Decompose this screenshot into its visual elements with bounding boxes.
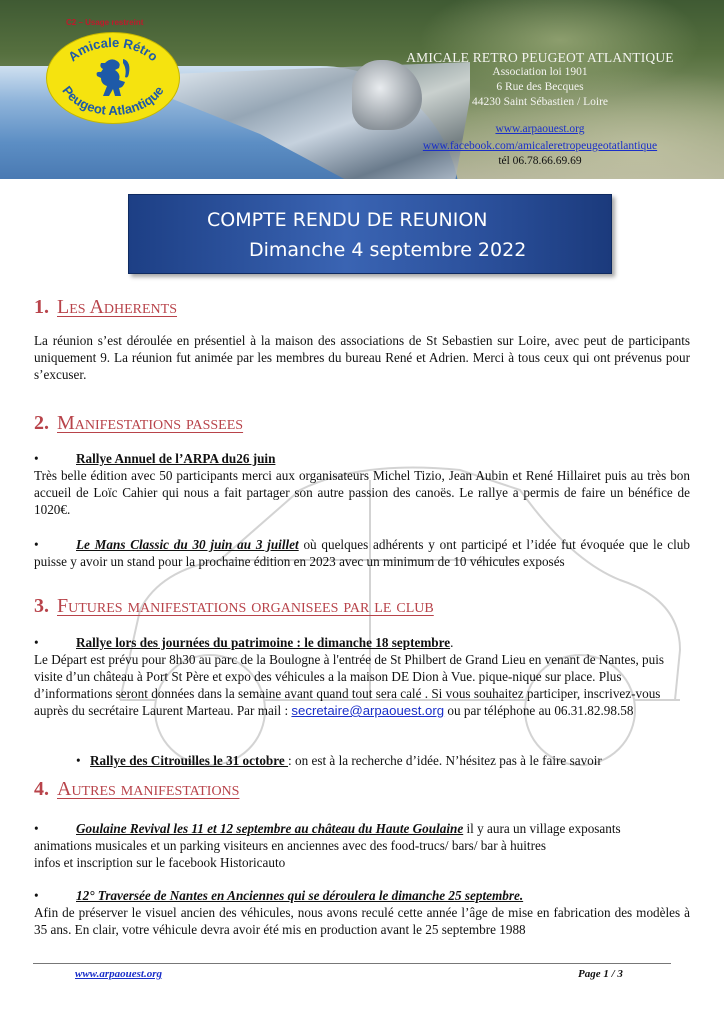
- logo-bottom-text: Peugeot Atlantique: [59, 83, 167, 119]
- club-contact-block: [380, 50, 700, 169]
- item-heading: Le Mans Classic du 30 juin au 3 juillet: [76, 537, 299, 552]
- item-text: infos et inscription sur le facebook Historicauto: [34, 855, 286, 870]
- section-1-paragraph: La réunion s’est déroulée en présentiel à la maison des associations de St Sebastien sur Loire, avec peut de participants uniquement 9. La réunion fut animée par les membres du bureau René et Adrien. Merci à tous ceux qui ont prévenus pour s’excuser.: [34, 333, 690, 382]
- address-city: 44230 Saint Sébastien / Loire: [471, 96, 609, 108]
- list-item: [34, 634, 453, 651]
- phone-number: tél 06.78.66.69.69: [498, 155, 582, 167]
- heading-suffix: .: [450, 635, 454, 650]
- club-name: AMICALE RETRO PEUGEOT ATLANTIQUE: [406, 50, 674, 65]
- section-number: 1.: [34, 296, 49, 318]
- secretary-email-link[interactable]: secretaire@arpaouest.org: [291, 703, 445, 718]
- item-text: où quelques adhérents y ont participé et l’idée fut évoquée que le club puisse y avoir un stand pour la prochaine édition en 2023 avec un minimum de 10 véhicules exposés: [34, 537, 690, 569]
- item-heading: Rallye Annuel de l’ARPA du26 juin: [76, 451, 276, 466]
- item-heading: Goulaine Revival les 11 et 12 septembre au château du Haute Goulaine: [76, 821, 464, 836]
- bullet-icon: •: [34, 888, 39, 903]
- report-date: Dimanche 4 septembre 2022: [249, 239, 527, 261]
- item-text-part: ou par téléphone au 06.31.82.98.58: [444, 703, 634, 718]
- item-text: il y aura un village exposants: [463, 821, 621, 836]
- section-number: 2.: [34, 412, 49, 434]
- item-text-part: Le Départ est prévu pour 8h30 au parc de la Boulogne à l'entrée de St Philbert de Grand Lieu en venant de Nantes, puis visite d’un château à Port St Père et expo des véhicules a la maison DE Dion à Vue. pique-nique sur place. Plus d’informations seront données dans la semaine avant quand tout sera calé . Si vous souhaitez participer, inscrivez-vous auprès du secrétaire Laurent Marteau. Par mail :: [34, 652, 665, 718]
- section-title: Les Adherents: [57, 296, 178, 318]
- bullet-icon: •: [34, 635, 39, 650]
- item-text: : on est à la recherche d’idée. N’hésitez pas à le faire savoir: [288, 753, 602, 768]
- footer-divider: [33, 963, 671, 964]
- section-heading-4: [34, 778, 239, 801]
- item-text: Très belle édition avec 50 participants merci aux organisateurs Michel Tizio, Jean Aubin et René Hillairet puis au très bon accueil de Loïc Cahier qui nous a fait partager son autre passion des canoës. Le rallye a permis de faire un bénéfice de 1020€.: [34, 468, 690, 517]
- address-street: 6 Rue des Becques: [496, 81, 584, 93]
- list-item: [34, 820, 690, 871]
- section-number: 4.: [34, 778, 49, 800]
- club-logo: [46, 32, 180, 124]
- bullet-icon: •: [76, 753, 81, 768]
- footer-website-link[interactable]: www.arpaouest.org: [75, 968, 163, 980]
- section-heading-2: [34, 412, 243, 435]
- section-heading-3: [34, 595, 434, 618]
- list-item: [34, 887, 523, 904]
- bullet-icon: •: [34, 821, 39, 836]
- section-number: 3.: [34, 595, 49, 617]
- bullet-icon: •: [34, 537, 39, 552]
- list-item: [34, 536, 690, 570]
- association-type: Association loi 1901: [492, 66, 588, 78]
- logo-top-text: Amicale Rétro: [65, 34, 161, 65]
- classification-label: C2 – Usage restreint: [66, 18, 144, 27]
- item-text: [34, 651, 690, 719]
- website-link[interactable]: www.arpaouest.org: [495, 123, 585, 135]
- facebook-link[interactable]: www.facebook.com/amicaleretropeugeotatlantique: [422, 140, 658, 152]
- item-text: animations musicales et un parking visiteurs en anciennes avec des food-trucs/ bars/ bar à huitres: [34, 838, 546, 853]
- bullet-icon: •: [34, 451, 39, 466]
- section-title: Autres manifestations: [57, 778, 240, 800]
- item-heading: 12° Traversée de Nantes en Anciennes qui se déroulera le dimanche 25 septembre.: [76, 888, 524, 903]
- list-item: [76, 752, 602, 769]
- report-title-box: [128, 194, 612, 274]
- page-number: Page 1 / 3: [578, 968, 623, 980]
- section-title: Manifestations passees: [57, 412, 244, 434]
- section-heading-1: [34, 296, 177, 319]
- item-heading: Rallye des Citrouilles le 31 octobre: [90, 753, 289, 768]
- item-text: Afin de préserver le visuel ancien des véhicules, nous avons reculé cette année l’âge de mise en fabrication des modèles à 35 ans. En clair, votre véhicule devra avoir été mis en production avant le 25 septembre 1988: [34, 905, 690, 937]
- item-heading: Rallye lors des journées du patrimoine : le dimanche 18 septembre: [76, 635, 451, 650]
- lion-rampant-icon: [97, 59, 130, 96]
- header-banner: [0, 0, 724, 179]
- report-title: COMPTE RENDU DE REUNION: [207, 209, 488, 231]
- section-title: Futures manifestations organisees par le club: [57, 595, 434, 617]
- list-item: [34, 450, 275, 467]
